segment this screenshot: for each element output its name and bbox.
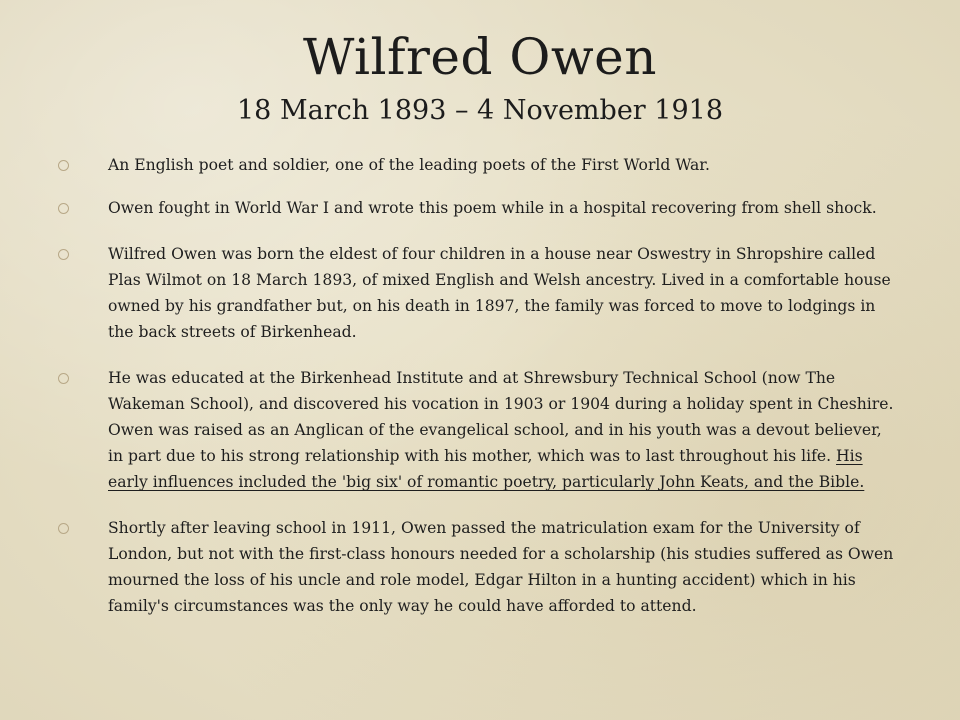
bullet-text: Shortly after leaving school in 1911, Owen passed the matriculation exam for the University of London, but not with the first-class honours needed for a scholarship (his studies suffered as Owen mourned the loss of his uncle and role model, Edgar Hilton in a hunting accident) which in his family's circumstances was the only way he could have afforded to attend. <box>108 519 894 615</box>
bullet-item <box>58 365 898 495</box>
bullet-list <box>58 152 898 639</box>
bullet-item <box>58 515 898 619</box>
bullet-text: He was educated at the Birkenhead Institute and at Shrewsbury Technical School (now The Wakeman School), and discovered his vocation in 1903 or 1904 during a holiday spent in Cheshire. Owen was raised as an Anglican of the evangelical school, and in his youth was a devout believer, in part due to his strong relationship with his mother, which was to last throughout his life. <box>108 369 894 465</box>
bullet-text: Owen fought in World War I and wrote this poem while in a hospital recovering from shell shock. <box>108 199 877 217</box>
bullet-item <box>58 152 898 178</box>
bullet-circle-icon <box>58 373 69 384</box>
bullet-text: Wilfred Owen was born the eldest of four children in a house near Oswestry in Shropshire called Plas Wilmot on 18 March 1893, of mixed English and Welsh ancestry. Lived in a comfortable house owned by his grandfather but, on his death in 1897, the family was forced to move to lodgings in the back streets of Birkenhead. <box>108 245 891 341</box>
slide-subtitle: 18 March 1893 – 4 November 1918 <box>237 95 723 126</box>
bullet-circle-icon <box>58 523 69 534</box>
slide-title: Wilfred Owen <box>303 28 657 86</box>
bullet-item <box>58 195 898 221</box>
bullet-circle-icon <box>58 249 69 260</box>
bullet-circle-icon <box>58 160 69 171</box>
bullet-item <box>58 241 898 345</box>
bullet-text: An English poet and soldier, one of the leading poets of the First World War. <box>108 156 710 174</box>
bullet-circle-icon <box>58 203 69 214</box>
bullet-underlined-text: His early influences included the 'big six' of romantic poetry, particularly John Keats, and the Bible. <box>108 447 865 491</box>
